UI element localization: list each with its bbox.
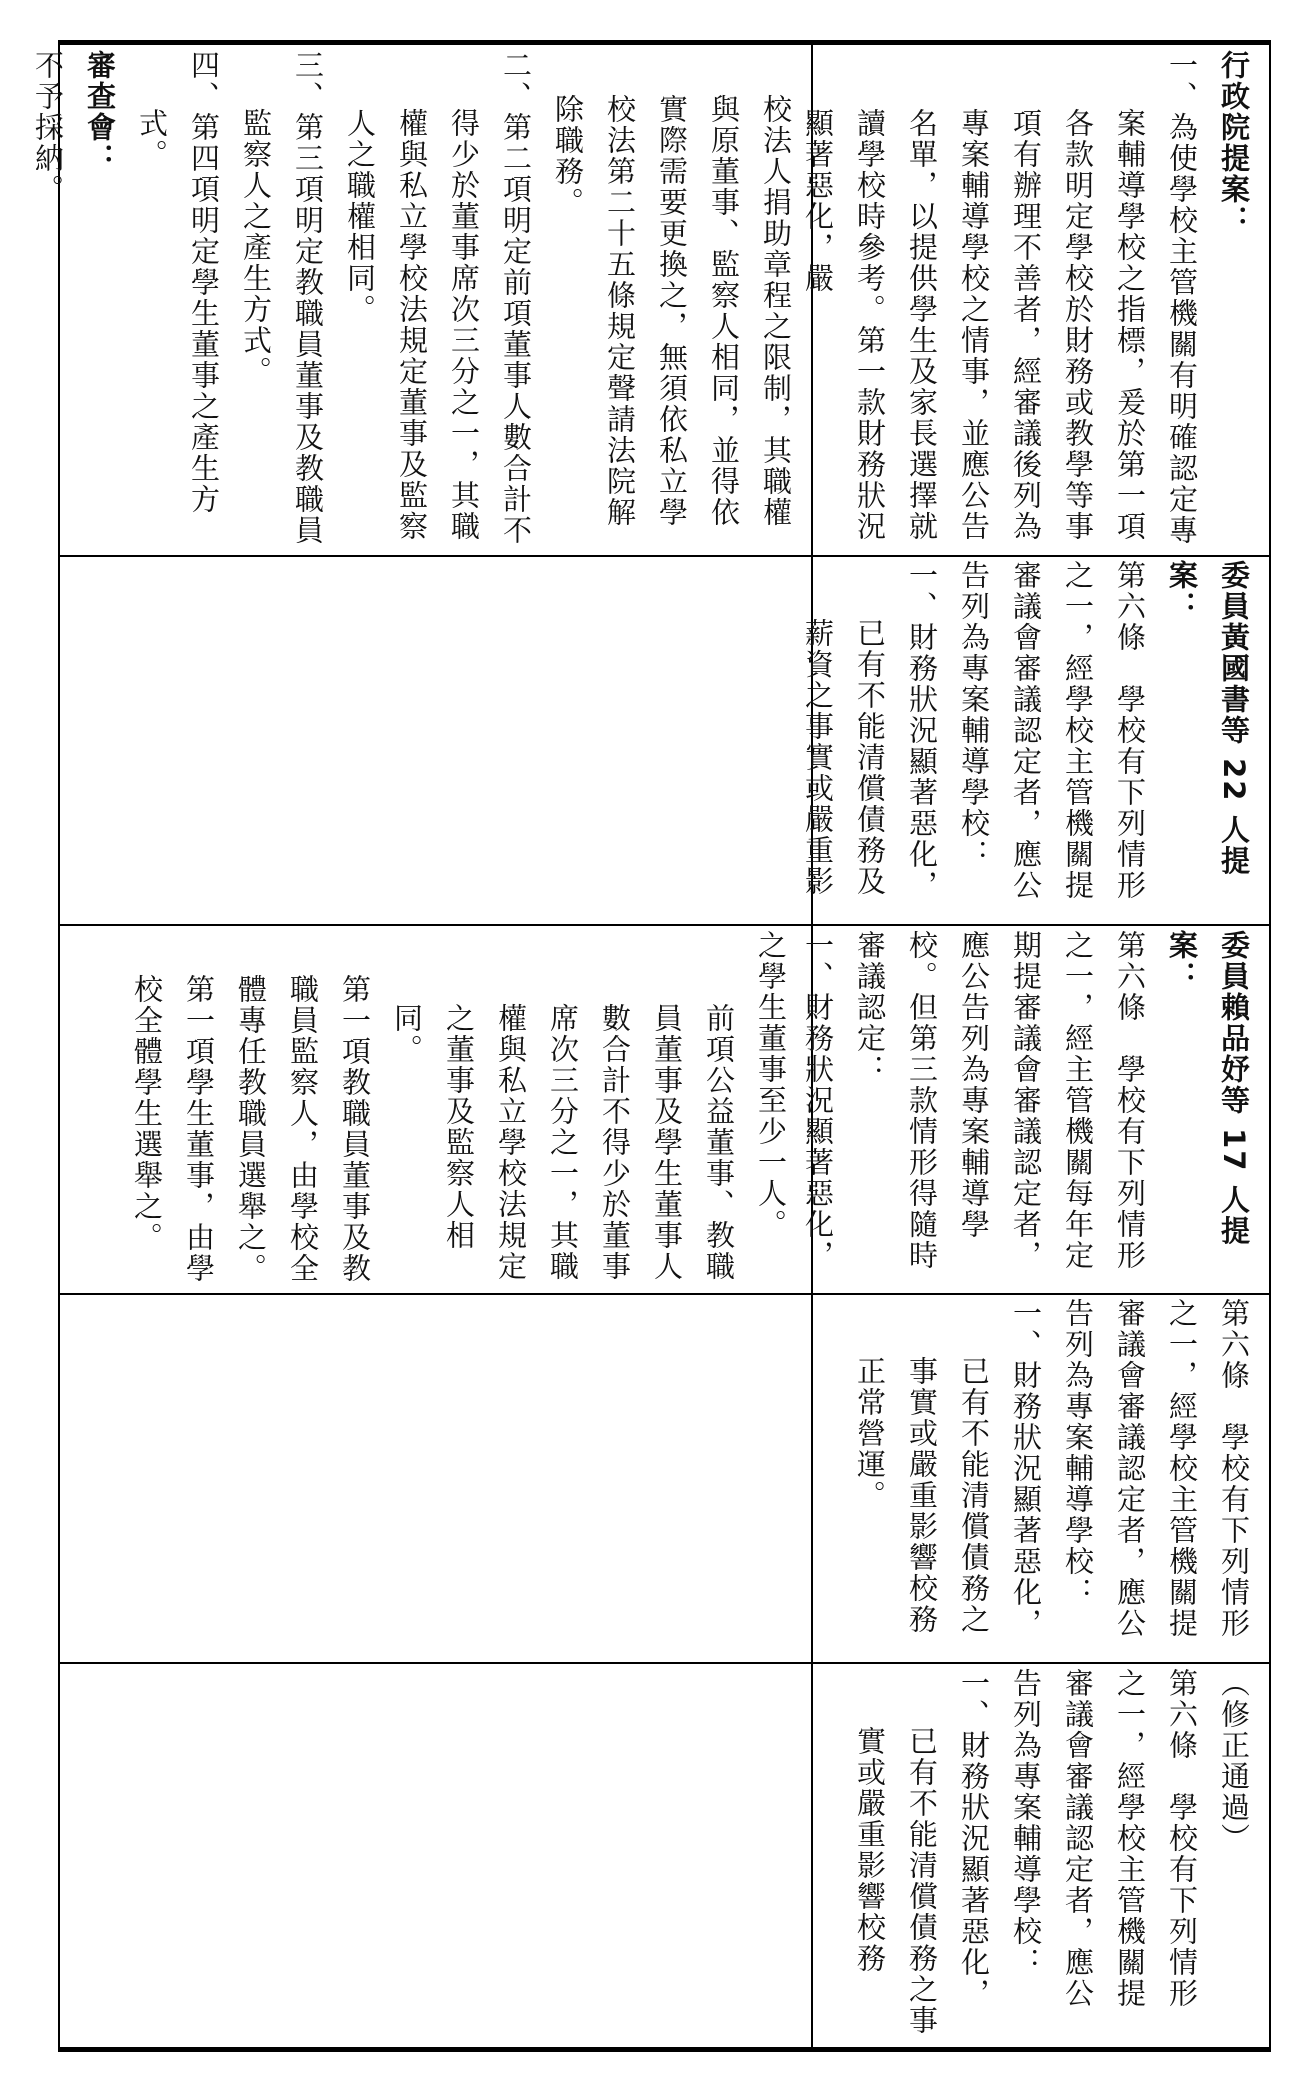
cell-divider [811,1662,1271,1664]
paragraph: 三、第三項明定教職員董事及教職員監察人之產生方式。 [239,50,325,546]
article-text: 第六條 學校有下列情形之一，經學校主管機關提審議會審議認定者，應公告列為專案輔導學校： [1061,1298,1251,1639]
cell-divider [58,555,811,557]
paragraph: 第一項學生董事，由學校全體學生選舉之。 [130,973,216,1284]
table-bottom-rule [58,2047,1271,2052]
review-committee-heading: 審查會： [83,50,117,174]
article-item: 一、財務狀況顯著惡化， [801,930,835,1271]
proposal-heading: 委員黃國書等 22 人提案： [1165,560,1251,877]
proposal-heading: 行政院提案： [1217,50,1251,236]
explanation-item: 一、為使學校主管機關有明確認定專案輔導學校之指標，爰於第一項各款明定學校於財務或教學等事項有辦理不善者，經審議後列為專案輔導學校之情事，並應公告名單，以提供學生及家長選擇就讀學校時參考。第一款財務狀況顯著惡化，嚴 [801,50,1199,546]
cell-divider [58,1662,811,1664]
paragraph: 四、第四項明定學生董事之產生方式。 [135,50,221,515]
table-top-rule [58,40,1271,45]
cell-reason-continued [72,930,797,1290]
paragraph: 不予採納。 [31,50,65,205]
paragraph: 前項公益董事、教職員董事及學生董事人數合計不得少於董事席次三分之一，其職權與私立學校法規定之董事及監察人相同。 [390,1002,736,1282]
paragraph: 二、第二項明定前項董事人數合計不得少於董事席次三分之一，其職權與私立學校法規定董事及監察人之職權相同。 [343,50,533,546]
paragraph: 校法人捐助章程之限制，其職權與原董事、監察人相同，並得依實際需要更換之，無須依私立學校法第二十五條規定聲請法院解除職務。 [551,93,793,528]
cell-divider [58,1293,811,1295]
cell-passed-text [820,1668,1260,2038]
cell-explanation [31,50,802,550]
cell-divider [811,924,1271,926]
cell-divider [811,555,1271,557]
column-divider [1269,44,1271,2047]
cell-current-law [820,1298,1260,1658]
amendment-status: （修正通過） [1217,1668,1251,1854]
proposal-heading: 委員賴品妤等 17 人提案： [1165,930,1251,1247]
article-text: 第六條 學校有下列情形之一，經學校主管機關提審議會審議認定者，應公告列為專案輔導學校： [1009,1668,1199,2009]
cell-divider [811,1293,1271,1295]
article-item: 一、財務狀況顯著惡化，已有不能清償債務之事實或嚴重影響校務 [853,1668,991,2036]
cell-proposal-lai [801,930,1260,1290]
cell-proposal-huang [801,560,1260,920]
cell-executive-yuan [801,50,1260,550]
article-item: 一、財務狀況顯著惡化，已有不能清償債務之事實或嚴重影響校務正常營運。 [853,1298,1043,1639]
paragraph: 之學生董事至少一人。 [754,930,788,1240]
article-text: 第六條 學校有下列情形之一，經主管機關每年定期提審議會審議認定者，應公告列為專案輔導學校。但第三款情形得隨時審議認定： [853,930,1147,1271]
article-text: 第六條 學校有下列情形之一，經學校主管機關提審議會審議認定者，應公告列為專案輔導學校： [957,560,1147,901]
cell-divider [58,924,811,926]
paragraph: 第一項教職員董事及教職員監察人，由學校全體專任教職員選舉之。 [234,973,372,1284]
article-item: 一、財務狀況顯著惡化，已有不能清償債務及薪資之事實或嚴重影 [801,560,939,901]
